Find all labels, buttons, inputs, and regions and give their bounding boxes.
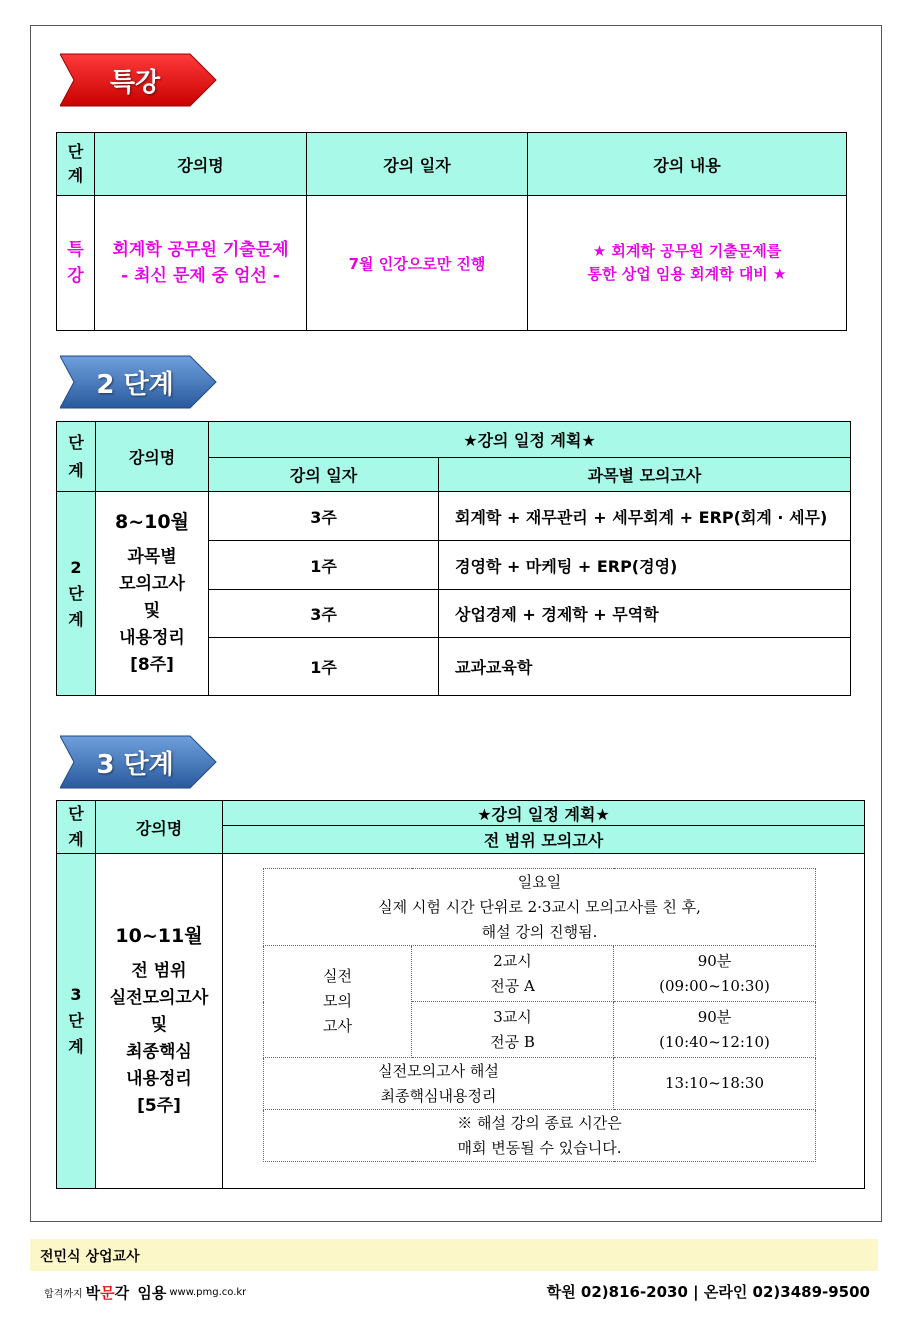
schedule-note-line: 매회 변동될 수 있습니다.	[457, 1138, 622, 1157]
footer-phone: 학원 02)816-2030 | 온라인 02)3489-9500	[546, 1283, 870, 1301]
special-content-line1: ★ 회계학 공무원 기출문제를	[592, 242, 782, 260]
stage3-banner-title: 3 단계	[96, 749, 174, 780]
schedule-intro-line: 일요일	[517, 872, 562, 891]
schedule-time-line: 90분	[697, 1007, 732, 1026]
header-date: 강의 일자	[209, 458, 439, 492]
schedule-time-line: (10:40~12:10)	[659, 1032, 770, 1051]
stage2-stage-cell: 2단계	[57, 492, 96, 696]
special-banner	[60, 52, 220, 108]
schedule-review-line: 실전모의고사 해설	[378, 1061, 499, 1080]
schedule-period-line: 전공 B	[490, 1032, 535, 1051]
schedule-time-line: 90분	[697, 951, 732, 970]
special-name-line2: - 최신 문제 중 엄선 -	[121, 266, 280, 286]
brand-logo-part: 박	[85, 1283, 101, 1302]
special-content-cell	[528, 196, 847, 331]
schedule-note	[264, 1110, 816, 1162]
header-date: 강의 일자	[307, 133, 528, 196]
stage3-schedule-table	[263, 868, 816, 1162]
stage3-table	[56, 800, 865, 1189]
special-stage-cell: 특강	[57, 196, 95, 331]
stage2-name-line: 내용정리	[119, 627, 185, 648]
footer-brand[interactable]	[44, 1282, 246, 1302]
brand-logo-part: 각	[114, 1283, 130, 1302]
brand-logo-part: 문	[100, 1283, 115, 1302]
stage3-name-line: [5주]	[137, 1095, 181, 1116]
brand-url[interactable]: www.pmg.co.kr	[169, 1286, 247, 1298]
stage2-name-period: 8~10월	[115, 510, 189, 533]
header-stage: 단계	[57, 801, 96, 854]
stage3-name-cell	[96, 854, 223, 1189]
footer-author: 전민식 상업교사	[40, 1249, 140, 1265]
header-name: 강의명	[96, 801, 223, 854]
schedule-time-3	[614, 1002, 816, 1058]
special-name-line1: 회계학 공무원 기출문제	[112, 240, 289, 260]
special-banner-title: 특강	[109, 67, 161, 98]
stage2-name-line: 모의고사	[119, 573, 185, 594]
schedule-intro-line: 해설 강의 진행됨.	[481, 922, 598, 941]
stage3-name-line: 및	[150, 1014, 168, 1035]
table-row-date: 1주	[209, 541, 439, 590]
schedule-mock-line: 실전	[323, 967, 352, 985]
schedule-mock-label	[264, 946, 412, 1058]
table-row-subject: 회계학 + 재무관리 + 세무회계 + ERP(회계 · 세무)	[439, 492, 851, 541]
brand-prefix: 합격까지	[44, 1288, 83, 1300]
header-name: 강의명	[95, 133, 307, 196]
header-name: 강의명	[96, 422, 209, 492]
stage3-name-line: 실전모의고사	[109, 987, 209, 1008]
schedule-period-line: 2교시	[493, 951, 532, 970]
footer-author-bar	[30, 1239, 878, 1271]
schedule-note-line: ※ 해설 강의 종료 시간은	[457, 1113, 622, 1132]
stage3-plan-cell	[223, 854, 865, 1189]
schedule-review	[264, 1058, 614, 1110]
stage2-name-line: [8주]	[130, 654, 174, 675]
table-row-subject: 상업경제 + 경제학 + 무역학	[439, 590, 851, 638]
stage3-name-line: 내용정리	[126, 1068, 192, 1089]
table-row-subject: 경영학 + 마케팅 + ERP(경영)	[439, 541, 851, 590]
stage3-name-line: 전 범위	[131, 960, 187, 981]
header-stage: 단계	[57, 133, 95, 196]
stage2-name-cell	[96, 492, 209, 696]
stage2-table	[56, 421, 851, 696]
header-sub: 전 범위 모의고사	[223, 826, 865, 854]
schedule-mock-line: 고사	[323, 1017, 352, 1035]
special-name-cell	[95, 196, 307, 331]
header-stage: 단계	[57, 422, 96, 492]
stage2-name-line: 과목별	[127, 546, 177, 567]
schedule-period-3	[412, 1002, 614, 1058]
schedule-time-2	[614, 946, 816, 1002]
table-row-date: 1주	[209, 638, 439, 696]
header-subject: 과목별 모의고사	[439, 458, 851, 492]
schedule-intro-line: 실제 시험 시간 단위로 2·3교시 모의고사를 친 후,	[378, 897, 701, 916]
schedule-time-line: (09:00~10:30)	[659, 976, 770, 995]
table-row-date: 3주	[209, 492, 439, 541]
stage2-banner	[60, 354, 220, 410]
schedule-intro	[264, 869, 816, 946]
table-row-date: 3주	[209, 590, 439, 638]
stage3-banner	[60, 734, 220, 790]
brand-logo	[86, 1282, 167, 1303]
stage2-name-line: 및	[143, 600, 161, 621]
schedule-review-line: 최종핵심내용정리	[380, 1086, 497, 1105]
special-table	[56, 132, 847, 331]
table-row-subject: 교과교육학	[439, 638, 851, 696]
brand-logo-part: 임용	[137, 1283, 167, 1302]
schedule-period-line: 전공 A	[490, 976, 535, 995]
stage3-stage-cell: 3단계	[57, 854, 96, 1189]
schedule-period-line: 3교시	[493, 1007, 532, 1026]
stage3-name-period: 10~11월	[115, 924, 203, 947]
special-content-line2: 통한 상업 임용 회계학 대비 ★	[587, 265, 787, 283]
schedule-mock-line: 모의	[323, 992, 352, 1010]
stage2-banner-title: 2 단계	[96, 369, 174, 400]
header-plan: ★강의 일정 계획★	[209, 422, 851, 458]
schedule-review-time: 13:10~18:30	[614, 1058, 816, 1110]
stage3-name-line: 최종핵심	[126, 1041, 192, 1062]
special-date-cell: 7월 인강으로만 진행	[307, 196, 528, 331]
header-content: 강의 내용	[528, 133, 847, 196]
schedule-period-2	[412, 946, 614, 1002]
header-plan: ★강의 일정 계획★	[223, 801, 865, 826]
